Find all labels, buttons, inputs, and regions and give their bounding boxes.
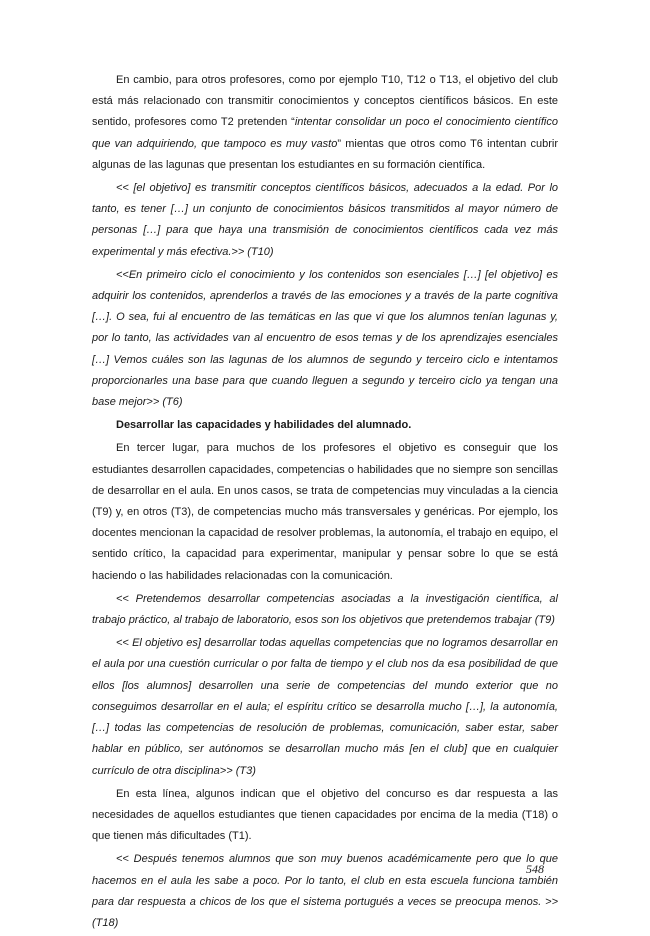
- section-heading: Desarrollar las capacidades y habilidades del alumnado.: [116, 419, 412, 432]
- paragraph-1-text-a: En cambio, para otros profesores, como por ejemplo T10, T12 o T13, el objetivo del club está más relacionado con transmitir conocimientos y conceptos científicos básicos. En este sentido, profesores como T2 pretenden “: [92, 74, 558, 129]
- paragraph-1-inline-quote: intentar consolidar un poco el conocimiento científico que van adquiriendo, que tampoco es muy vasto: [92, 116, 558, 150]
- quote-t18: << Después tenemos alumnos que son muy buenos académicamente pero que lo que hacemos en el aula les sabe a poco. Por lo tanto, el club en esta escuela funciona también para dar respuesta a chicos de los que el sistema portugués a veces se preocupa menos. >> (T18): [92, 853, 558, 929]
- quote-t3: << El objetivo es] desarrollar todas aquellas competencias que no logramos desarrollar en el aula por una cuestión curricular o por falta de tiempo y el club nos da esa posibilidad de que ellos [los alumnos] desarrollen una serie de competencias del mundo exterior que no conseguimos desarrollar en el aula; el espíritu crítico se desarrolla mucho […], la autonomía, […] todas las competencias de resolución de problemas, comunicación, saber estar, saber hablar en público, ser autónomos se desarrollan mucho más [en el club] que en cualquier currículo de otra disciplina>> (T3): [92, 637, 558, 777]
- page-number: 548: [526, 862, 544, 876]
- paragraph-1-text-b: ” mientas que otros como T6 intentan cubrir algunas de las lagunas que presentan los estudiantes en su formación científica.: [92, 137, 558, 171]
- paragraph-3: [92, 784, 558, 848]
- page-body: [92, 70, 558, 936]
- paragraph-1: [92, 70, 558, 176]
- quote-t6: <<En primeiro ciclo el conocimiento y los contenidos son esenciales […] [el objetivo] es adquirir los contenidos, aprenderlos a través de las emociones y a través de la parte cognitiva […]. O sea, fui al encuentro de las temáticas en las que vi que los alumnos tenían lagunas y, por lo tanto, las actividades van al encuentro de esos temas y de los aprendizajes esenciales […] Vemos cuáles son las lagunas de los alumnos de segundo y terceiro ciclo e intentamos proporcionarles una base para que cuando lleguen a segundo y terceiro ciclo ya tengan una base mejor>> (T6): [92, 268, 558, 409]
- paragraph-3-text: En esta línea, algunos indican que el objetivo del concurso es dar respuesta a las necesidades de aquellos estudiantes que tienen capacidades por encima de la media (T18) o que tienen más dificultades (T1).: [92, 787, 558, 843]
- paragraph-2: [92, 438, 558, 586]
- quote-t10: << [el objetivo] es transmitir conceptos científicos básicos, adecuados a la edad. Por lo tanto, es tener […] un conjunto de conocimientos básicos transmitidos al mayor número de personas […] para que haya una transmisión de conocimientos científicos cada vez más experimental y más efectiva.>> (T10): [92, 182, 558, 258]
- quote-t9: << Pretendemos desarrollar competencias asociadas a la investigación científica, al trabajo práctico, al trabajo de laboratorio, esos son los objetivos que pretendemos trabajar (T9): [92, 592, 558, 627]
- paragraph-2-text: En tercer lugar, para muchos de los profesores el objetivo es conseguir que los estudiantes desarrollen capacidades, competencias o habilidades que no siempre son sencillas de desarrollar en el aula. En unos casos, se trata de competencias muy vinculadas a la ciencia (T9) y, en otros (T3), de competencias mucho más transversales y genéricas. Por ejemplo, los docentes mencionan la capacidad de resolver problemas, la autonomía, el trabajo en equipo, el sentido crítico, la capacidad para experimentar, manipular y pensar sobre lo que se está haciendo o las habilidades relacionadas con la comunicación.: [92, 442, 558, 582]
